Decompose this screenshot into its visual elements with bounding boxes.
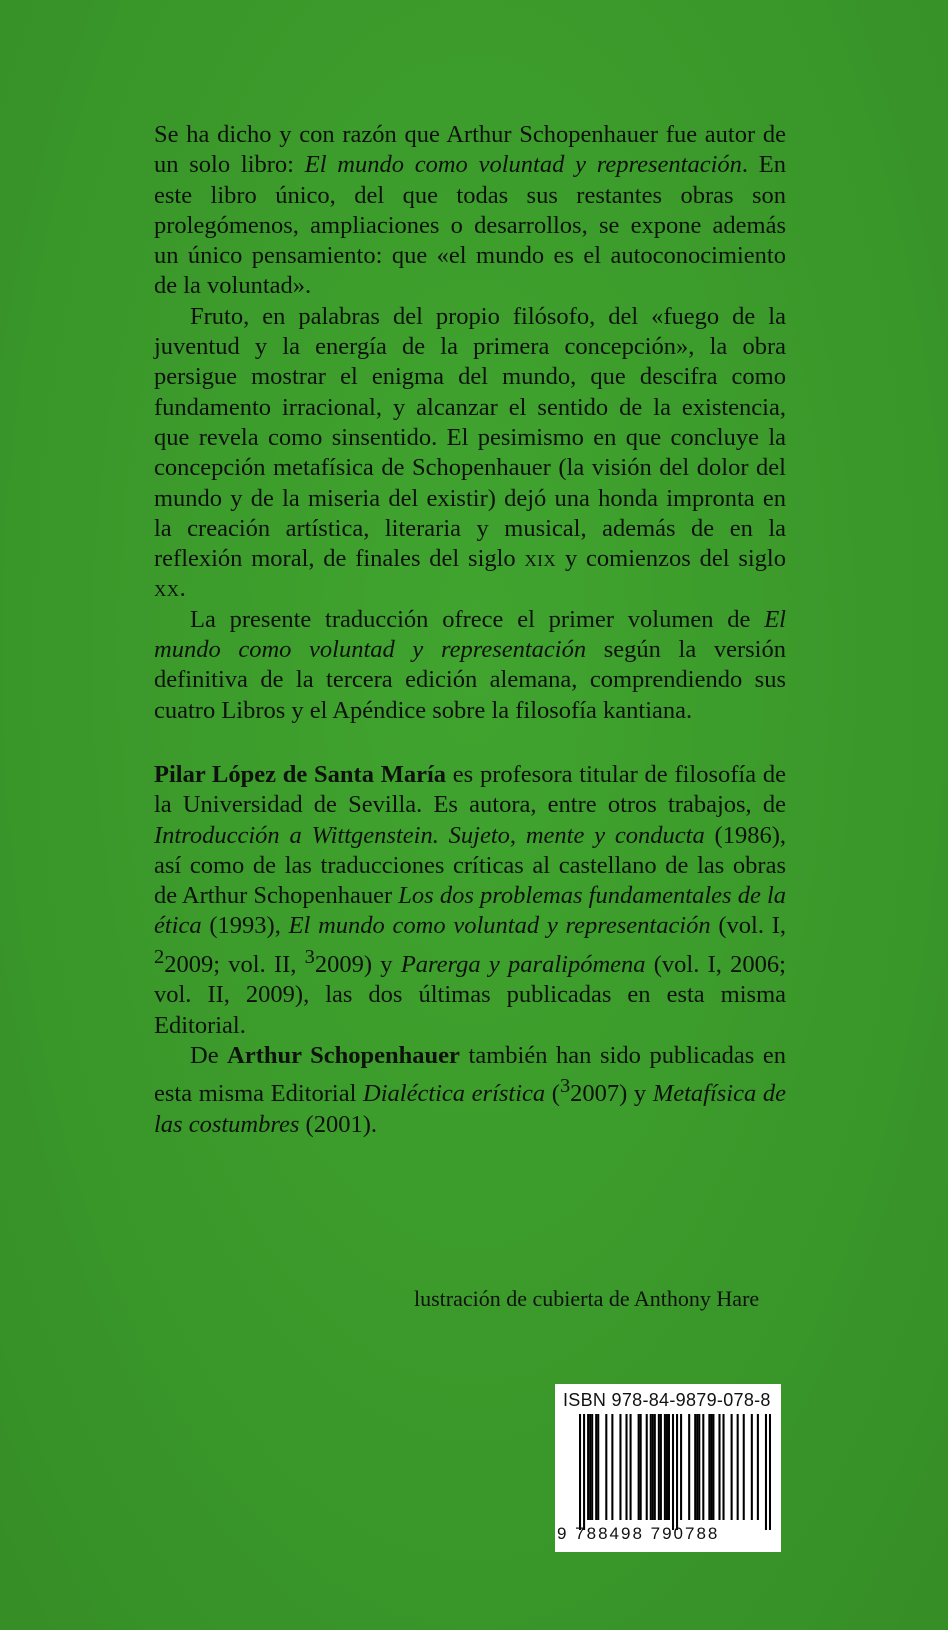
barcode-bar xyxy=(652,1414,654,1520)
barcode-bar xyxy=(702,1414,704,1520)
translator-paragraph xyxy=(154,760,786,1041)
barcode-digits: 9 788498 790788 xyxy=(557,1524,720,1543)
edition-superscript: 3 xyxy=(304,945,315,968)
barcode-bar xyxy=(579,1414,581,1530)
barcode-bar xyxy=(710,1414,712,1520)
barcode-bar xyxy=(646,1414,648,1520)
barcode-bar xyxy=(668,1414,670,1520)
barcode-bar xyxy=(708,1414,710,1520)
barcode-bar xyxy=(654,1414,656,1520)
author-paragraph xyxy=(154,1041,786,1140)
text: (vol. I, 2006; vol. II, 2009), las dos últimas publicadas en esta misma Editorial. xyxy=(154,950,786,1039)
barcode-bar xyxy=(638,1414,640,1520)
barcode-bar xyxy=(672,1414,674,1530)
edition-superscript: 3 xyxy=(559,1075,571,1098)
barcode-bar xyxy=(698,1414,700,1520)
barcode-bar xyxy=(591,1414,593,1520)
barcode-bar xyxy=(769,1414,771,1530)
text: y comienzos del siglo xyxy=(556,545,786,573)
synopsis-paragraph-3 xyxy=(154,605,786,726)
edition-superscript: 2 xyxy=(154,945,165,968)
barcode-bar xyxy=(680,1414,682,1520)
synopsis-paragraph-2 xyxy=(154,302,786,605)
barcode-bar xyxy=(676,1414,678,1530)
century-numeral: xx xyxy=(154,575,180,603)
barcode-bar xyxy=(619,1414,621,1520)
barcode-bar xyxy=(587,1414,589,1520)
barcode-bar xyxy=(625,1414,627,1520)
text: (2001). xyxy=(299,1110,377,1138)
text: según la versión definitiva de la tercera edición alemana, comprendiendo sus cuatro Libros y el Apéndice sobre la filosofía kantiana. xyxy=(154,636,786,724)
book-title: Metafísica de las costumbres xyxy=(154,1080,786,1138)
book-title: Dialéctica erística xyxy=(363,1080,546,1108)
barcode-bar xyxy=(712,1414,714,1520)
book-title: Introducción a Wittgenstein. Sujeto, mente y conducta xyxy=(154,821,705,849)
barcode-bar xyxy=(640,1414,642,1520)
barcode-bar xyxy=(694,1414,696,1520)
author-name: Arthur Schopenhauer xyxy=(227,1041,460,1069)
text: . xyxy=(179,575,186,603)
text: La presente traducción ofrece el primer volumen de xyxy=(190,605,765,633)
barcode-bar xyxy=(650,1414,652,1520)
barcode-bar xyxy=(664,1414,666,1520)
text: 2009) y xyxy=(314,950,401,978)
barcode-bar xyxy=(595,1414,597,1520)
barcode-bar xyxy=(605,1414,607,1520)
book-title: El mundo como voluntad y representación xyxy=(154,605,786,664)
barcode-bar xyxy=(696,1414,698,1520)
barcode-graphic xyxy=(565,1414,771,1530)
barcode-bar xyxy=(597,1414,599,1520)
text: Fruto, en palabras del propio filósofo, del «fuego de la juventud y la energía de la primera concepción», la obra persigue mostrar el enigma del mundo, que descifra como fundamento irracional, y alcanzar el sentido de la existencia, que revela como sinsentido. El pesimismo en que concluye la concepción metafísica de Schopenhauer (la visión del dolor del mundo y de la miseria del existir) dejó una honda impronta en la creación artística, literaria y musical, además de en la reflexión moral, de finales del siglo xyxy=(154,302,786,573)
barcode-bar xyxy=(765,1414,767,1530)
synopsis xyxy=(154,120,786,726)
barcode-bar xyxy=(718,1414,720,1520)
book-title: Los dos problemas fundamentales de la ética xyxy=(154,882,787,940)
century-numeral: xix xyxy=(524,545,557,573)
isbn-barcode xyxy=(555,1384,781,1552)
book-title: El mundo como voluntad y representación xyxy=(304,151,742,179)
author-bio xyxy=(154,760,786,1140)
text: Se ha dicho y con razón que Arthur Schopenhauer fue autor de un solo libro: xyxy=(154,121,786,179)
book-title: El mundo como voluntad y representación xyxy=(288,912,711,940)
barcode-bar xyxy=(660,1414,662,1520)
text: (vol. I, xyxy=(710,912,786,940)
text: (1986), así como de las traducciones críticas al castellano de las obras de Arthur Schopenhauer xyxy=(154,821,786,910)
text: también han sido publicadas en esta misma Editorial xyxy=(154,1041,786,1108)
text: es profesora titular de filosofía de la Universidad de Sevilla. Es autora, entre otros trabajos, de xyxy=(154,761,786,819)
barcode-bar xyxy=(666,1414,668,1520)
barcode-bar xyxy=(630,1414,632,1520)
barcode-bar xyxy=(757,1414,759,1520)
barcode-bars xyxy=(565,1414,771,1530)
text: De xyxy=(190,1041,228,1069)
barcode-bar xyxy=(583,1414,585,1530)
text: 2007) y xyxy=(570,1080,653,1108)
text: . En este libro único, del que todas sus restantes obras son prolegómenos, ampliaciones o desarrollos, se expone además un único pensamiento: que «el mundo es el autoconocimiento de la voluntad». xyxy=(154,151,787,300)
cover-illustration-credit: lustración de cubierta de Anthony Hare xyxy=(414,1286,760,1311)
isbn-label: ISBN 978-84-9879-078-8 xyxy=(563,1390,771,1410)
barcode-bar xyxy=(731,1414,733,1520)
barcode-bar xyxy=(743,1414,745,1520)
text: 2009; vol. II, xyxy=(164,950,305,978)
barcode-bar xyxy=(658,1414,660,1520)
synopsis-paragraph-1 xyxy=(154,120,786,302)
barcode-bar xyxy=(589,1414,591,1520)
barcode-bar xyxy=(688,1414,690,1520)
translator-name: Pilar López de Santa María xyxy=(154,761,447,788)
text: ( xyxy=(545,1080,560,1108)
barcode-bar xyxy=(722,1414,724,1520)
barcode-bar xyxy=(751,1414,753,1520)
book-title: Parerga y paralipómena xyxy=(400,950,646,978)
text: (1993), xyxy=(201,912,289,940)
barcode-bar xyxy=(611,1414,613,1520)
barcode-bar xyxy=(737,1414,739,1520)
